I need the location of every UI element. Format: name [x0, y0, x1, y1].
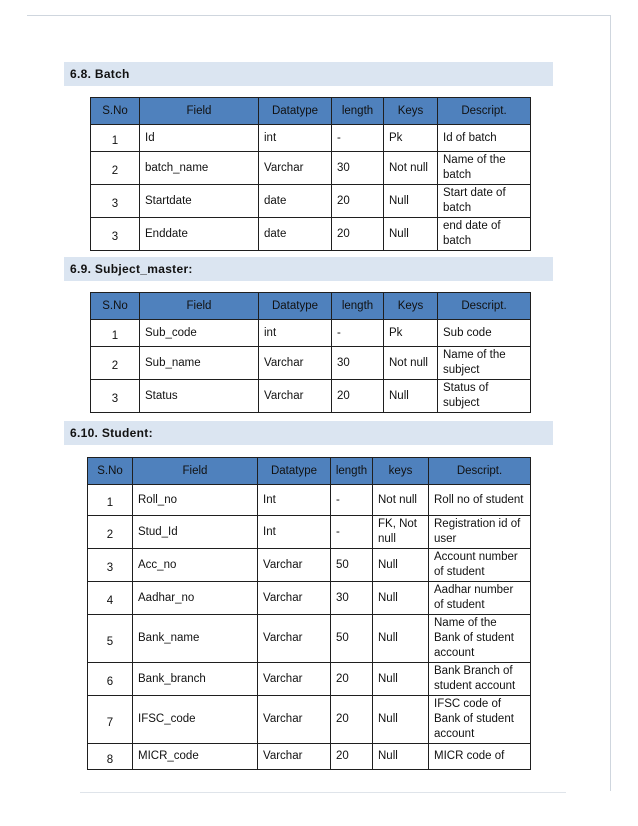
cell-sno: 3 [88, 549, 133, 582]
table-row [91, 218, 531, 251]
cell-keys: Null [373, 696, 429, 744]
cell-sno: 2 [91, 347, 140, 380]
cell-description: Name of the Bank of student account [429, 615, 531, 663]
cell-length: - [331, 516, 373, 549]
table-row [91, 185, 531, 218]
cell-datatype: Int [258, 516, 331, 549]
cell-sno: 6 [88, 663, 133, 696]
col-header-description: Descript. [429, 458, 531, 485]
cell-field: Stud_Id [133, 516, 258, 549]
cell-description: Registration id of user [429, 516, 531, 549]
col-header-keys: Keys [384, 98, 438, 125]
cell-description: Start date of batch [438, 185, 531, 218]
cell-field: Acc_no [133, 549, 258, 582]
cell-keys: Null [373, 615, 429, 663]
col-header-datatype: Datatype [259, 98, 332, 125]
cell-field: Enddate [140, 218, 259, 251]
cell-datatype: Varchar [258, 696, 331, 744]
cell-field: Bank_name [133, 615, 258, 663]
cell-keys: Null [384, 218, 438, 251]
table-row [91, 347, 531, 380]
page-footer-rule [80, 792, 566, 793]
table-row [91, 380, 531, 413]
table-row [88, 516, 531, 549]
cell-sno: 5 [88, 615, 133, 663]
batch-table [90, 97, 531, 251]
cell-datatype: Varchar [259, 152, 332, 185]
table-row [88, 663, 531, 696]
cell-sno: 1 [88, 485, 133, 516]
cell-datatype: Varchar [258, 615, 331, 663]
cell-sno: 8 [88, 744, 133, 770]
cell-description: Status of subject [438, 380, 531, 413]
col-header-description: Descript. [438, 293, 531, 320]
cell-length: - [332, 125, 384, 152]
cell-sno: 1 [91, 125, 140, 152]
cell-length: 30 [332, 152, 384, 185]
cell-sno: 2 [88, 516, 133, 549]
col-header-field: Field [140, 293, 259, 320]
col-header-sno: S.No [88, 458, 133, 485]
cell-datatype: int [259, 320, 332, 347]
table-row [91, 152, 531, 185]
cell-length: 20 [331, 663, 373, 696]
table-row [88, 582, 531, 615]
cell-field: batch_name [140, 152, 259, 185]
cell-length: 30 [332, 347, 384, 380]
table-row [88, 696, 531, 744]
cell-keys: Pk [384, 320, 438, 347]
cell-field: MICR_code [133, 744, 258, 770]
cell-datatype: Varchar [258, 744, 331, 770]
cell-sno: 2 [91, 152, 140, 185]
cell-datatype: Varchar [259, 380, 332, 413]
col-header-description: Descript. [438, 98, 531, 125]
cell-datatype: Varchar [258, 549, 331, 582]
cell-field: Status [140, 380, 259, 413]
cell-description: Name of the subject [438, 347, 531, 380]
section-heading-batch: 6.8. Batch [64, 62, 553, 86]
cell-description: Aadhar number of student [429, 582, 531, 615]
col-header-length: length [332, 98, 384, 125]
col-header-sno: S.No [91, 98, 140, 125]
student-table [87, 457, 531, 770]
table-row [88, 549, 531, 582]
cell-datatype: date [259, 218, 332, 251]
cell-field: Startdate [140, 185, 259, 218]
cell-keys: Null [373, 582, 429, 615]
col-header-field: Field [133, 458, 258, 485]
cell-sno: 4 [88, 582, 133, 615]
cell-datatype: Varchar [258, 663, 331, 696]
cell-field: Id [140, 125, 259, 152]
table-row [91, 125, 531, 152]
cell-keys: Null [384, 380, 438, 413]
cell-keys: Null [373, 744, 429, 770]
cell-length: 50 [331, 549, 373, 582]
cell-field: Sub_code [140, 320, 259, 347]
cell-length: 50 [331, 615, 373, 663]
table-row [88, 615, 531, 663]
col-header-length: length [332, 293, 384, 320]
cell-keys: Pk [384, 125, 438, 152]
cell-keys: Not null [384, 152, 438, 185]
cell-datatype: date [259, 185, 332, 218]
cell-description: Bank Branch of student account [429, 663, 531, 696]
cell-datatype: Varchar [259, 347, 332, 380]
cell-field: Aadhar_no [133, 582, 258, 615]
page-border-top [27, 15, 611, 16]
cell-length: 30 [331, 582, 373, 615]
cell-field: IFSC_code [133, 696, 258, 744]
col-header-field: Field [140, 98, 259, 125]
col-header-datatype: Datatype [259, 293, 332, 320]
col-header-length: length [331, 458, 373, 485]
page-border-right [610, 15, 611, 791]
table-header-row [91, 98, 531, 125]
cell-keys: Null [384, 185, 438, 218]
cell-length: 20 [331, 696, 373, 744]
section-heading-student: 6.10. Student: [64, 421, 553, 445]
cell-datatype: Int [258, 485, 331, 516]
cell-keys: Not null [384, 347, 438, 380]
cell-field: Bank_branch [133, 663, 258, 696]
cell-description: end date of batch [438, 218, 531, 251]
cell-field: Sub_name [140, 347, 259, 380]
col-header-keys: Keys [384, 293, 438, 320]
cell-description: IFSC code of Bank of student account [429, 696, 531, 744]
table-row [91, 320, 531, 347]
cell-keys: Not null [373, 485, 429, 516]
cell-sno: 1 [91, 320, 140, 347]
table-row [88, 485, 531, 516]
cell-datatype: Varchar [258, 582, 331, 615]
subject-master-table [90, 292, 531, 413]
cell-sno: 3 [91, 380, 140, 413]
cell-keys: Null [373, 549, 429, 582]
table-header-row [91, 293, 531, 320]
cell-description: Name of the batch [438, 152, 531, 185]
cell-description: Roll no of student [429, 485, 531, 516]
cell-length: - [331, 485, 373, 516]
section-heading-subject-master: 6.9. Subject_master: [64, 257, 553, 281]
cell-sno: 7 [88, 696, 133, 744]
cell-description: Sub code [438, 320, 531, 347]
cell-keys: FK, Not null [373, 516, 429, 549]
cell-sno: 3 [91, 185, 140, 218]
table-header-row [88, 458, 531, 485]
cell-field: Roll_no [133, 485, 258, 516]
table-row [88, 744, 531, 770]
col-header-keys: keys [373, 458, 429, 485]
cell-description: Account number of student [429, 549, 531, 582]
cell-length: 20 [331, 744, 373, 770]
cell-length: 20 [332, 185, 384, 218]
cell-length: 20 [332, 380, 384, 413]
cell-length: - [332, 320, 384, 347]
cell-description: MICR code of [429, 744, 531, 770]
cell-keys: Null [373, 663, 429, 696]
cell-sno: 3 [91, 218, 140, 251]
col-header-sno: S.No [91, 293, 140, 320]
cell-length: 20 [332, 218, 384, 251]
col-header-datatype: Datatype [258, 458, 331, 485]
cell-description: Id of batch [438, 125, 531, 152]
cell-datatype: int [259, 125, 332, 152]
